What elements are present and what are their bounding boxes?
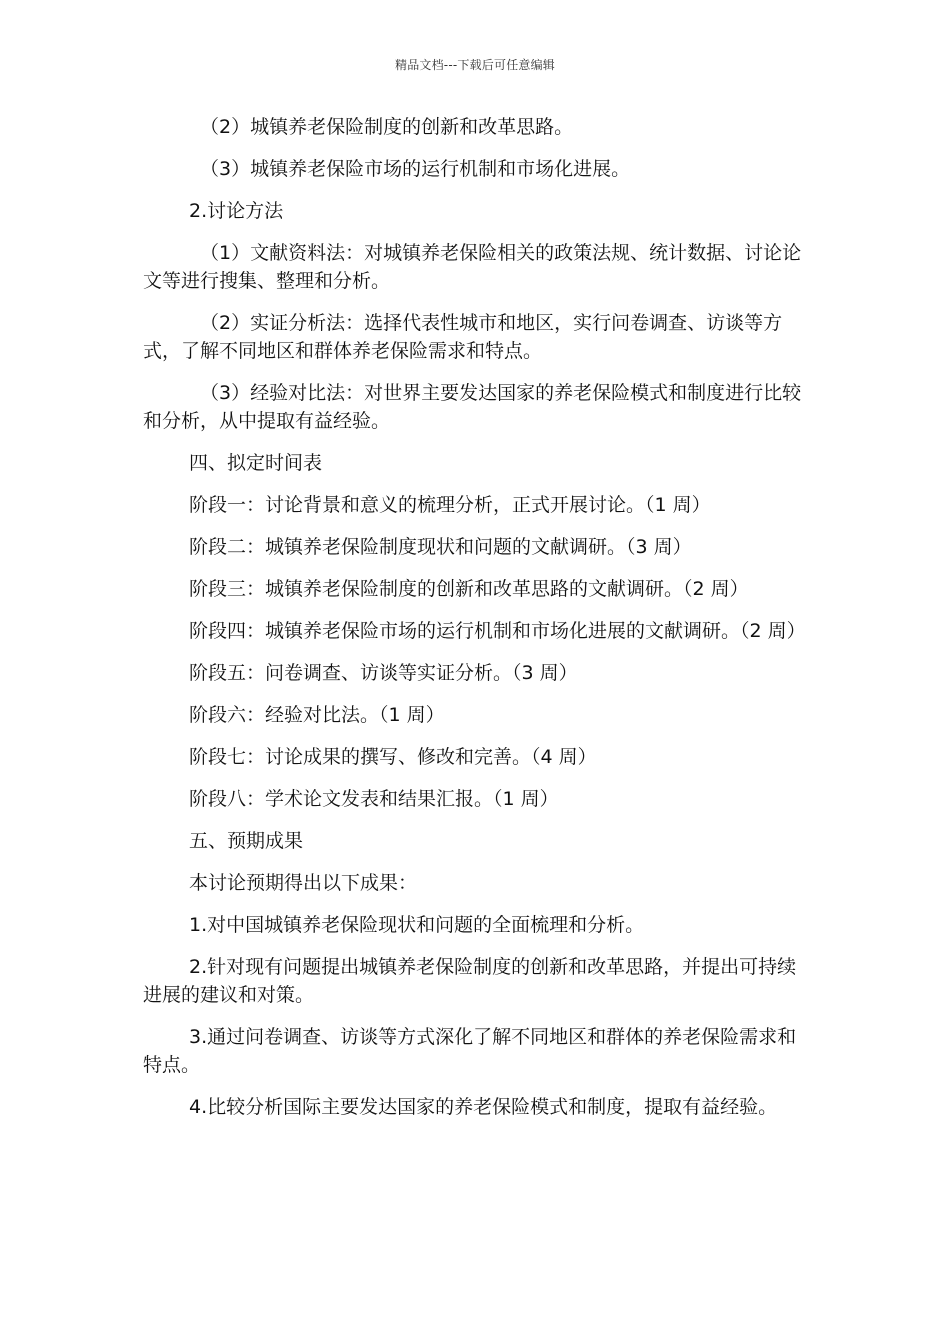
paragraph-research-item-3: （3）城镇养老保险市场的运行机制和市场化进展。: [200, 158, 631, 180]
heading-timeline: 四、拟定时间表: [189, 452, 323, 474]
heading-expected-results: 五、预期成果: [189, 830, 304, 852]
timeline-stage-7: 阶段七：讨论成果的撰写、修改和完善。（4 周）: [189, 746, 597, 768]
result-item-1: 1.对中国城镇养老保险现状和问题的全面梳理和分析。: [189, 914, 645, 936]
page-header: 精品文档---下载后可任意编辑: [395, 58, 555, 72]
paragraph-method-empirical: （2）实证分析法：选择代表性城市和地区，实行问卷调查、访谈等方式，了解不同地区和群体养老保险需求和特点。: [143, 312, 783, 362]
result-item-4: 4.比较分析国际主要发达国家的养老保险模式和制度，提取有益经验。: [189, 1096, 778, 1118]
paragraph-method-literature: （1）文献资料法：对城镇养老保险相关的政策法规、统计数据、讨论论文等进行搜集、整理和分析。: [143, 242, 802, 292]
timeline-stage-6: 阶段六：经验对比法。（1 周）: [189, 704, 445, 726]
timeline-stage-4: 阶段四：城镇养老保险市场的运行机制和市场化进展的文献调研。（2 周）: [189, 620, 806, 642]
paragraph-research-item-2: （2）城镇养老保险制度的创新和改革思路。: [200, 116, 574, 138]
paragraph-method-comparison: （3）经验对比法：对世界主要发达国家的养老保险模式和制度进行比较和分析，从中提取有益经验。: [143, 382, 802, 432]
timeline-stage-3: 阶段三：城镇养老保险制度的创新和改革思路的文献调研。（2 周）: [189, 578, 749, 600]
paragraph-results-intro: 本讨论预期得出以下成果：: [189, 872, 418, 894]
heading-discussion-method: 2.讨论方法: [189, 200, 284, 222]
timeline-stage-5: 阶段五：问卷调查、访谈等实证分析。（3 周）: [189, 662, 578, 684]
timeline-stage-1: 阶段一：讨论背景和意义的梳理分析，正式开展讨论。（1 周）: [189, 494, 711, 516]
result-item-2: 2.针对现有问题提出城镇养老保险制度的创新和改革思路，并提出可持续进展的建议和对策。: [143, 956, 797, 1006]
timeline-stage-8: 阶段八：学术论文发表和结果汇报。（1 周）: [189, 788, 559, 810]
document-body: [143, 113, 808, 1135]
result-item-3: 3.通过问卷调查、访谈等方式深化了解不同地区和群体的养老保险需求和特点。: [143, 1026, 797, 1076]
timeline-stage-2: 阶段二：城镇养老保险制度现状和问题的文献调研。（3 周）: [189, 536, 692, 558]
